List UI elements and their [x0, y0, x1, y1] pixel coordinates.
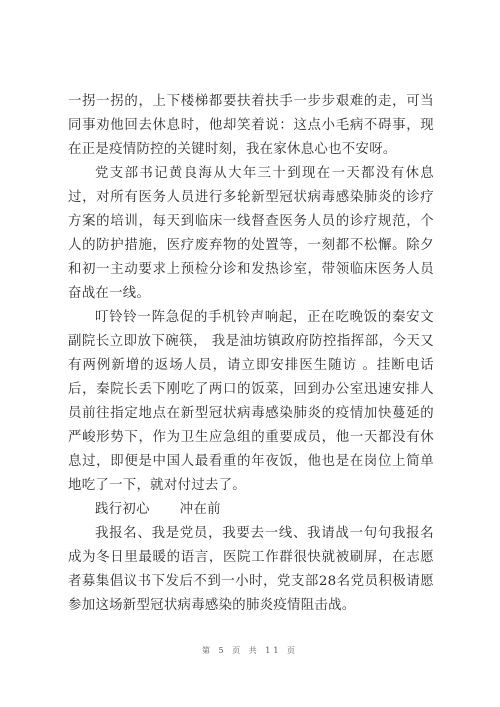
section-heading-part-1: 践行初心: [95, 502, 150, 517]
section-heading-part-2: 冲在前: [179, 502, 221, 517]
paragraph-2: 党支部书记黄良海从大年三十到现在一天都没有休息过，对所有医务人员进行多轮新型冠状病毒感染肺炎的诊疗方案的培训，每天到临床一线督查医务人员的诊疗规范，个人的防护措施，医疗废弃物的处置等，一刻都不松懈。除夕和初一主动要求上预检分诊和发热诊室，带领临床医务人员奋战在一线。: [68, 166, 434, 301]
document-body: [68, 90, 434, 618]
section-heading: [68, 498, 434, 522]
paragraph-1: 一拐一拐的，上下楼梯都要扶着扶手一步步艰难的走，可当同事劝他回去休息时，他却笑着说：这点小毛病不碍事，现在正是疫情防控的关键时刻，我在家休息心也不安呀。: [68, 94, 434, 157]
page-number-footer: 第 5 页 共 11 页: [202, 646, 298, 655]
paragraph-4: 我报名、我是党员，我要去一线、我请战一句句我报名成为冬日里最暖的语言，医院工作群很快就被刷屏，在志愿者募集倡议书下发后不到一小时，党支部28名党员积极请愿参加这场新型冠状病毒感染的肺炎疫情阻击战。: [68, 526, 434, 613]
paragraph-3: 叮铃铃一阵急促的手机铃声响起，正在吃晚饭的秦安文副院长立即放下碗筷， 我是油坊镇政府防控指挥部，今天又有两例新增的返场人员，请立即安排医生随访 。挂断电话后，秦院长丢下刚吃了两口的饭菜，回到办公室迅速安排人员前往指定地点在新型冠状病毒感染肺炎的疫情加快蔓延的严峻形势下，作为卫生应急组的重要成员，他一天都没有休息过，即便是中国人最看重的年夜饭，他也是在岗位上简单地吃了一下，就对付过去了。: [68, 310, 434, 493]
